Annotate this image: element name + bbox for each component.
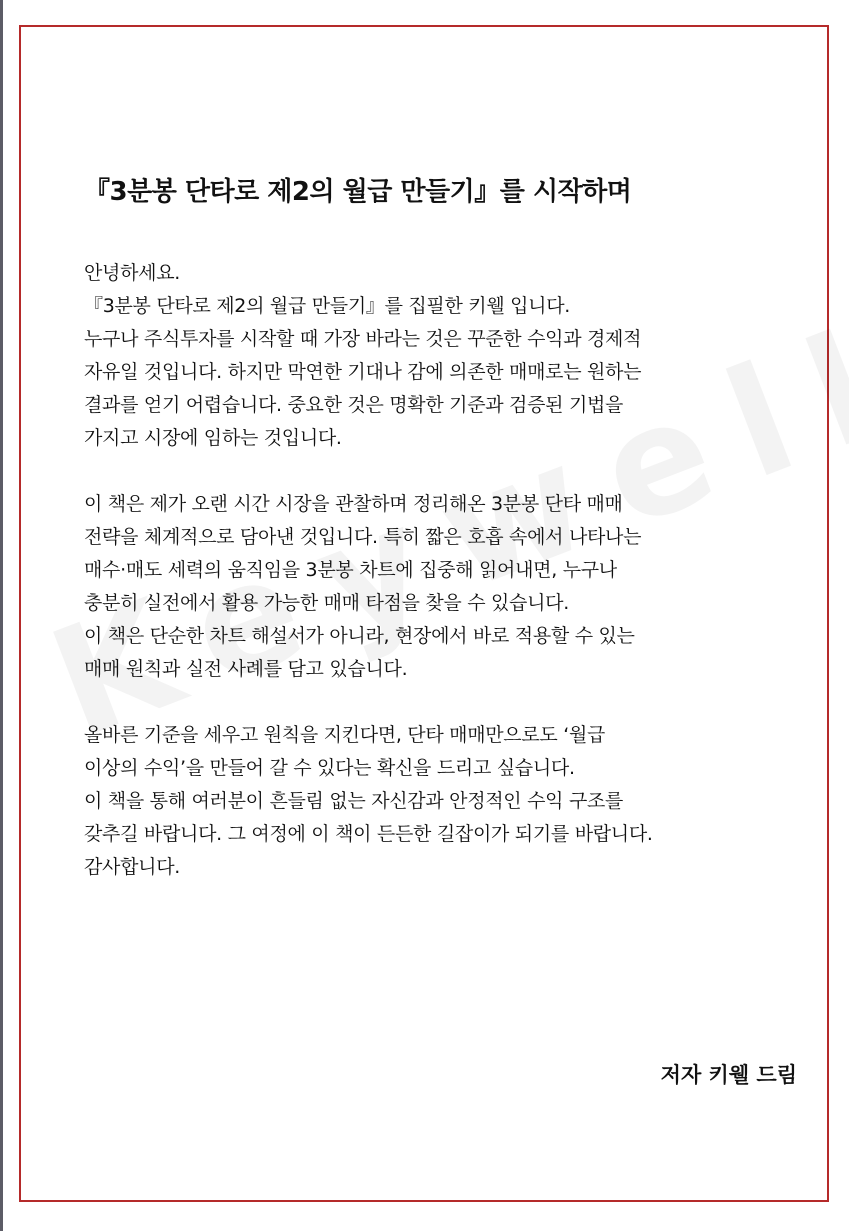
paragraph-gap [84, 455, 784, 488]
paragraph-closing [84, 719, 784, 884]
text-line: 결과를 얻기 어렵습니다. 중요한 것은 명확한 기준과 검증된 기법을 [84, 394, 624, 416]
text-line: 이 책을 통해 여러분이 흔들림 없는 자신감과 안정적인 수익 구조를 [84, 790, 624, 812]
text-line: 전략을 체계적으로 담아낸 것입니다. 특히 짧은 호흡 속에서 나타나는 [84, 526, 642, 548]
text-line: 이 책은 단순한 차트 해설서가 아니라, 현장에서 바로 적용할 수 있는 [84, 625, 635, 647]
paragraph-book-intro [84, 488, 784, 686]
text-line: 가지고 시장에 임하는 것입니다. [84, 427, 342, 449]
body-text [84, 257, 784, 884]
document-title: 『3분봉 단타로 제2의 월급 만들기』를 시작하며 [84, 177, 632, 207]
left-edge-rule [0, 0, 3, 1231]
text-line: 안녕하세요. [84, 262, 181, 284]
text-line: 『3분봉 단타로 제2의 월급 만들기』를 집필한 키웰 입니다. [84, 295, 571, 317]
text-line: 자유일 것입니다. 하지만 막연한 기대나 감에 의존한 매매로는 원하는 [84, 361, 642, 383]
text-line: 갖추길 바랍니다. 그 여정에 이 책이 든든한 길잡이가 되기를 바랍니다. [84, 823, 653, 845]
text-line: 매수·매도 세력의 움직임을 3분봉 차트에 집중해 읽어내면, 누구나 [84, 559, 617, 581]
author-signature: 저자 키웰 드림 [660, 1063, 797, 1087]
text-line: 누구나 주식투자를 시작할 때 가장 바라는 것은 꾸준한 수익과 경제적 [84, 328, 642, 350]
text-line: 충분히 실전에서 활용 가능한 매매 타점을 찾을 수 있습니다. [84, 592, 569, 614]
text-line: 감사합니다. [84, 856, 181, 878]
paragraph-greeting [84, 257, 784, 455]
paragraph-gap [84, 686, 784, 719]
text-line: 매매 원칙과 실전 사례를 담고 있습니다. [84, 658, 408, 680]
text-line: 이 책은 제가 오랜 시간 시장을 관찰하며 정리해온 3분봉 단타 매매 [84, 493, 623, 515]
text-line: 이상의 수익’을 만들어 갈 수 있다는 확신을 드리고 싶습니다. [84, 757, 575, 779]
text-line: 올바른 기준을 세우고 원칙을 지킨다면, 단타 매매만으로도 ‘월급 [84, 724, 606, 746]
